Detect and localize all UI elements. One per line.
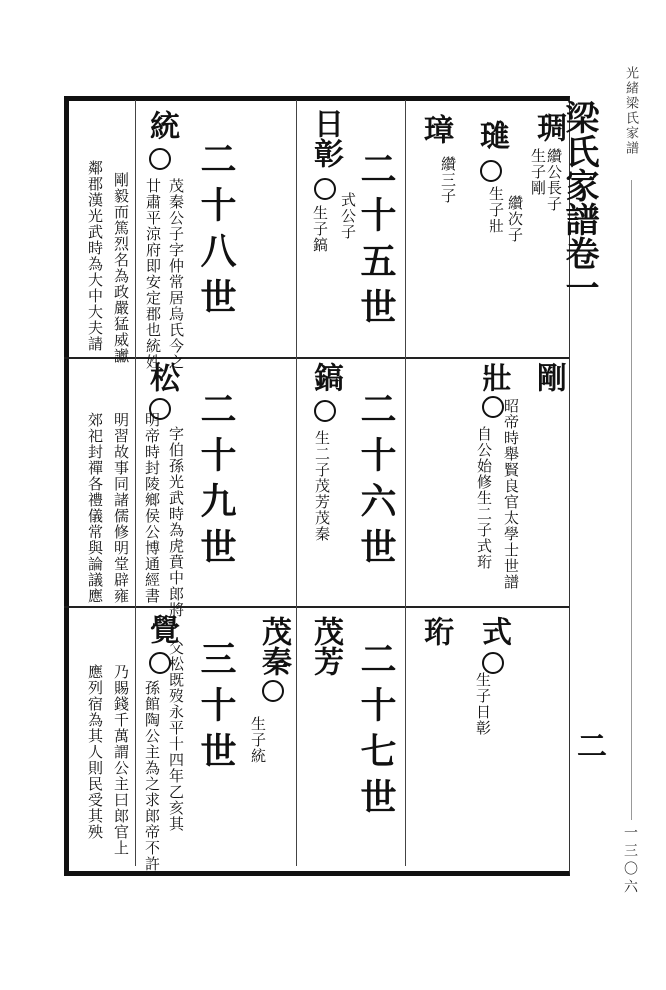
entry-note: 郊祀封禪各禮儀常與論議應 xyxy=(86,412,104,604)
entry-name: 璋 xyxy=(418,114,453,144)
circle-mark xyxy=(480,160,502,182)
generation-heading: 二十五世 xyxy=(355,150,397,334)
generation-heading: 三十世 xyxy=(195,640,237,778)
column-rule-1 xyxy=(135,100,136,866)
entry-name: 剛 xyxy=(531,362,566,392)
entry-note: 式公子 xyxy=(339,192,357,240)
entry-note: 廿肅平涼府即安定郡也統姓 xyxy=(144,178,162,370)
circle-mark xyxy=(314,400,336,422)
circle-mark xyxy=(314,178,336,200)
entry-note: 茂秦公子字仲常居烏氏今之 xyxy=(167,178,185,370)
entry-note: 字伯孫光武時為虎賁中郎將 xyxy=(167,426,185,618)
entry-note: 鄰郡漢光武時為大中大夫請 xyxy=(86,160,104,352)
right-mark: 二 xyxy=(571,730,606,760)
column-rule-2 xyxy=(296,100,297,866)
entry-note: 父松既歿永平十四年乙亥其 xyxy=(167,640,185,832)
generation-heading: 二十九世 xyxy=(195,390,237,574)
generation-heading: 二十八世 xyxy=(195,140,237,324)
circle-mark xyxy=(482,652,504,674)
margin-title: 光緒梁氏家譜 xyxy=(623,66,638,156)
entry-note: 孫館陶公主為之求郎帝不許 xyxy=(143,680,161,872)
entry-note: 乃賜錢千萬謂公主曰郎官上 xyxy=(112,664,130,856)
circle-mark xyxy=(149,148,171,170)
generation-heading: 二十七世 xyxy=(355,640,397,824)
entry-name: 壯 xyxy=(476,362,511,392)
entry-note: 纘公長子 xyxy=(545,148,563,212)
entry-note: 自公始修生二子式珩 xyxy=(475,426,493,570)
entry-name: 日彰 xyxy=(308,108,343,168)
entry-note: 生二子茂芳茂秦 xyxy=(313,430,331,542)
entry-name: 琱 xyxy=(531,112,566,142)
entry-name: 茂芳 xyxy=(308,616,343,676)
entry-name: 覺 xyxy=(144,614,179,644)
entry-note: 纘次子 xyxy=(506,195,524,243)
entry-name: 松 xyxy=(144,362,179,392)
entry-note: 生子鎬 xyxy=(311,205,329,253)
entry-name: 璡 xyxy=(474,120,509,150)
generation-heading: 二十六世 xyxy=(355,390,397,574)
entry-note: 生子日彰 xyxy=(474,672,492,736)
entry-note: 纘三子 xyxy=(439,156,457,204)
entry-name: 茂秦 xyxy=(256,616,291,676)
page-number: 一三〇六 xyxy=(622,825,638,897)
circle-mark xyxy=(262,680,284,702)
entry-note: 明帝時封陵鄉侯公博通經書 xyxy=(143,412,161,604)
margin-divider xyxy=(631,180,632,820)
volume-title: 梁氏家譜卷一 xyxy=(559,100,599,304)
entry-name: 統 xyxy=(144,110,179,140)
entry-note: 生子統 xyxy=(249,716,267,764)
entry-note: 應列宿為其人則民受其殃 xyxy=(86,664,104,840)
entry-name: 珩 xyxy=(418,616,453,646)
entry-note: 生子剛 xyxy=(529,148,547,196)
entry-note: 生子壯 xyxy=(487,186,505,234)
entry-note: 昭帝時舉賢良官太學士世譜 xyxy=(502,398,520,590)
entry-note: 剛毅而篤烈名為政嚴猛威讞 xyxy=(112,172,130,364)
entry-name: 鎬 xyxy=(308,362,343,392)
band-divider-1 xyxy=(64,357,569,359)
band-divider-2 xyxy=(64,606,569,608)
entry-name: 式 xyxy=(476,616,511,646)
entry-note: 明習故事同諸儒修明堂辟雍 xyxy=(112,412,130,604)
circle-mark xyxy=(482,396,504,418)
column-rule-3 xyxy=(405,100,406,866)
